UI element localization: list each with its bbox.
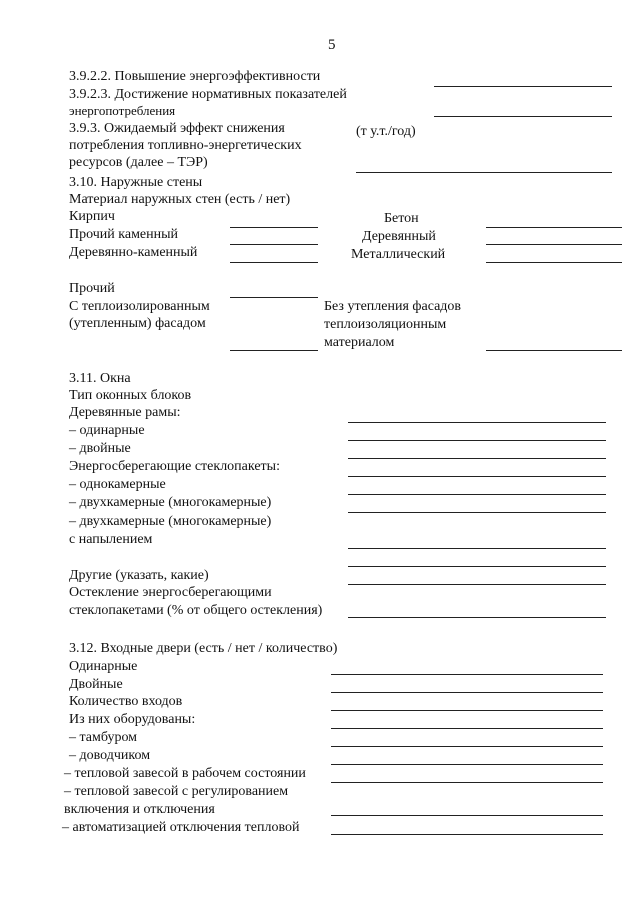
blank-line [331,692,603,693]
blank-line [331,674,603,675]
glazing-share-label: Остекление энергосберегающими [69,585,272,600]
wood-stone-label: Деревянно-каменный [69,245,198,260]
blank-line [348,440,606,441]
blank-line [486,227,622,228]
single-frames-label: – одинарные [69,423,145,438]
blank-line [331,815,603,816]
blank-line [486,262,622,263]
blank-line [434,116,612,117]
blank-line [331,710,603,711]
blank-line [486,350,622,351]
section-3-10: 3.10. Наружные стены [69,175,203,190]
item-3-9-2-3: 3.9.2.3. Достижение нормативных показателей [69,87,347,102]
blank-line [331,764,603,765]
double-doors-label: Двойные [69,677,123,692]
double-frames-label: – двойные [69,441,131,456]
item-3-9-3-cont2: ресурсов (далее – ТЭР) [69,155,208,170]
blank-line [230,297,318,298]
insulated-label: С теплоизолированным [69,299,210,314]
curtain-regulated-label-cont: включения и отключения [64,802,215,817]
other-label: Прочий [69,281,115,296]
blank-line [348,512,606,513]
walls-material-label: Материал наружных стен (есть / нет) [69,192,291,207]
blank-line [230,262,318,263]
window-type-label: Тип оконных блоков [69,388,192,403]
item-3-9-3-cont: потребления топливно-энергетических [69,138,302,153]
section-3-11: 3.11. Окна [69,371,131,386]
item-3-9-2-3-cont: энергопотребления [69,103,176,118]
unit-label: (т у.т./год) [356,124,416,139]
item-3-9-2-2: 3.9.2.2. Повышение энергоэффективности [69,69,321,84]
blank-line [230,350,318,351]
blank-line [230,244,318,245]
vestibule-label: – тамбуром [69,730,138,745]
item-3-9-3: 3.9.3. Ожидаемый эффект снижения [69,121,285,136]
entrances-label: Количество входов [69,694,183,709]
blank-line [348,548,606,549]
single-doors-label: Одинарные [69,659,138,674]
blank-line [331,728,603,729]
blank-line [348,566,606,567]
wooden-label: Деревянный [362,229,436,244]
blank-line [348,458,606,459]
blank-line [434,86,612,87]
blank-line [331,746,603,747]
equipped-label: Из них оборудованы: [69,712,196,727]
two-chamber-label: – двухкамерные (многокамерные) [69,495,272,510]
blank-line [348,476,606,477]
others-label: Другие (указать, какие) [69,568,209,583]
brick-label: Кирпич [69,209,115,224]
stone-other-label: Прочий каменный [69,227,179,242]
blank-line [348,494,606,495]
blank-line [230,227,318,228]
no-insulation-label-cont2: материалом [324,335,395,350]
page-number: 5 [328,37,336,53]
one-chamber-label: – однокамерные [69,477,166,492]
concrete-label: Бетон [384,211,419,226]
auto-off-label: – автоматизацией отключения тепловой [62,820,300,835]
blank-line [331,782,603,783]
blank-line [348,584,606,585]
blank-line [356,172,612,173]
blank-line [348,617,606,618]
blank-line [331,834,603,835]
wood-frames-label: Деревянные рамы: [69,405,181,420]
two-chamber-coated-label: – двухкамерные (многокамерные) [69,514,272,529]
glazing-label: Энергосберегающие стеклопакеты: [69,459,280,474]
metal-label: Металлический [351,247,446,262]
with-coating-label: с напылением [69,532,153,547]
curtain-working-label: – тепловой завесой в рабочем состоянии [64,766,306,781]
blank-line [486,244,622,245]
curtain-regulated-label: – тепловой завесой с регулированием [64,784,289,799]
glazing-share-label-cont: стеклопакетами (% от общего остекления) [69,603,323,618]
blank-line [348,422,606,423]
no-insulation-label: Без утепления фасадов [324,299,462,314]
no-insulation-label-cont: теплоизоляционным [324,317,447,332]
closer-label: – доводчиком [69,748,151,763]
insulated-label-cont: (утепленным) фасадом [69,316,206,331]
section-3-12: 3.12. Входные двери (есть / нет / количество) [69,641,338,656]
